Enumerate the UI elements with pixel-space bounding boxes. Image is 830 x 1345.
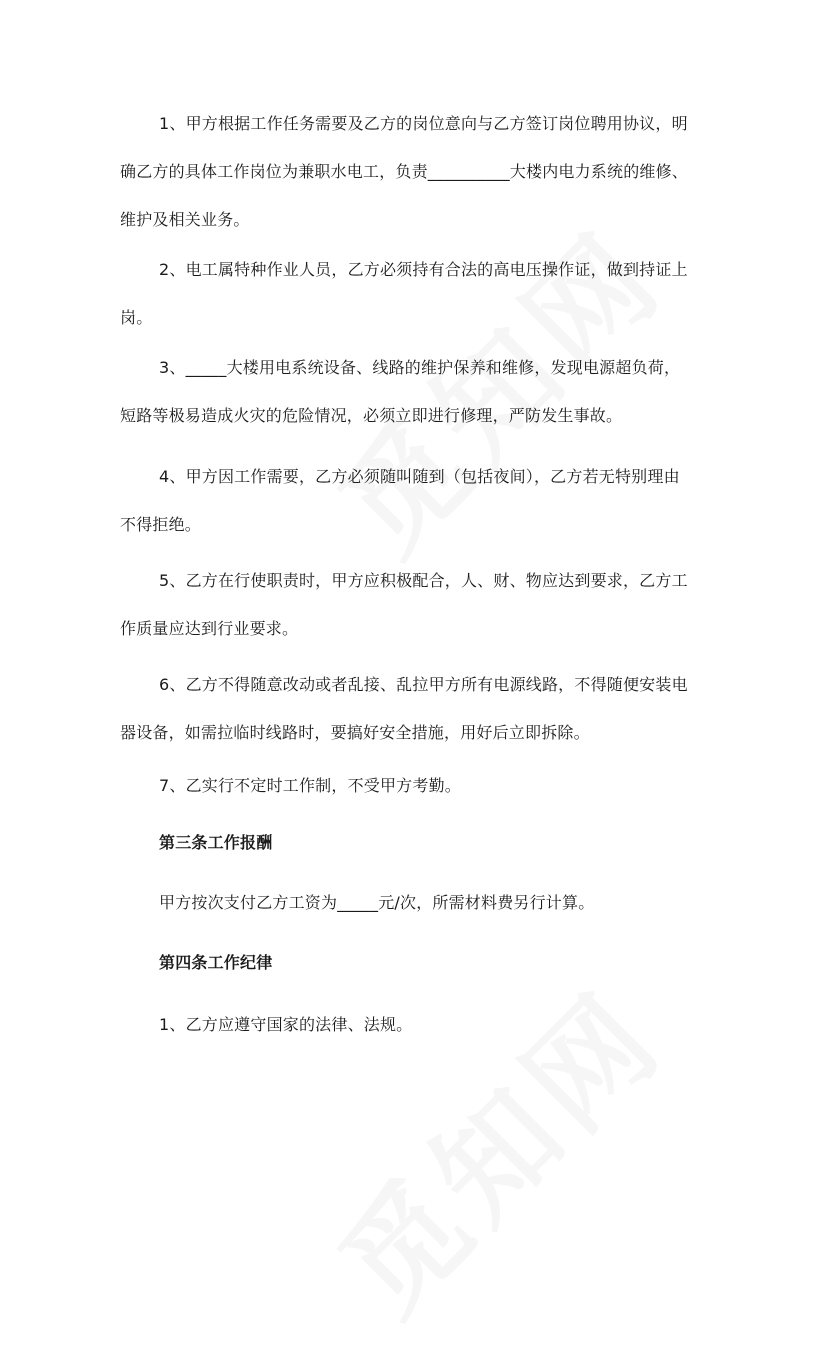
article-4-item-1-text: 1、乙方应遵守国家的法律、法规。	[159, 1015, 413, 1034]
clause-3-line-2: 短路等极易造成火灾的危险情况，必须立即进行修理，严防发生事故。	[120, 406, 623, 425]
clause-1	[120, 111, 712, 233]
article-4-title: 第四条工作纪律	[159, 953, 273, 972]
watermark	[296, 947, 693, 1344]
clause-5-line-2: 作质量应达到行业要求。	[120, 619, 299, 638]
clause-4-line-1: 4、甲方因工作需要，乙方必须随叫随到（包括夜间），乙方若无特别理由	[159, 467, 680, 486]
clause-2	[120, 257, 712, 331]
clause-2-line-1: 2、电工属特种作业人员，乙方必须持有合法的高电压操作证，做到持证上	[159, 260, 688, 279]
clause-7	[120, 773, 712, 799]
article-3-heading	[120, 830, 712, 856]
clause-5-line-1: 5、乙方在行使职责时，甲方应积极配合，人、财、物应达到要求，乙方工	[159, 571, 688, 590]
clause-3	[120, 355, 712, 429]
clause-5	[120, 568, 712, 642]
article-4-item-1	[120, 1012, 712, 1038]
article-3-body	[120, 890, 712, 916]
clause-3-line-1: 3、_____大楼用电系统设备、线路的维护保养和维修，发现电源超负荷，	[159, 358, 681, 377]
clause-1-line-2: 确乙方的具体工作岗位为兼职水电工，负责__________大楼内电力系统的维修、	[120, 162, 689, 181]
clause-2-line-2: 岗。	[120, 308, 153, 327]
clause-6-line-1: 6、乙方不得随意改动或者乱接、乱拉甲方所有电源线路，不得随便安装电	[159, 675, 688, 694]
article-3-title: 第三条工作报酬	[159, 833, 273, 852]
clause-4-line-2: 不得拒绝。	[120, 515, 202, 534]
clause-7-line-1: 7、乙实行不定时工作制，不受甲方考勤。	[159, 776, 461, 795]
clause-6-line-2: 器设备，如需拉临时线路时，要搞好安全措施，用好后立即拆除。	[120, 723, 590, 742]
clause-1-line-1: 1、甲方根据工作任务需要及乙方的岗位意向与乙方签订岗位聘用协议，明	[159, 114, 688, 133]
clause-6	[120, 672, 712, 746]
clause-1-line-3: 维护及相关业务。	[120, 210, 250, 229]
article-3-text: 甲方按次支付乙方工资为_____元/次，所需材料费另行计算。	[159, 893, 595, 912]
clause-4	[120, 464, 712, 538]
article-4-heading	[120, 950, 712, 976]
